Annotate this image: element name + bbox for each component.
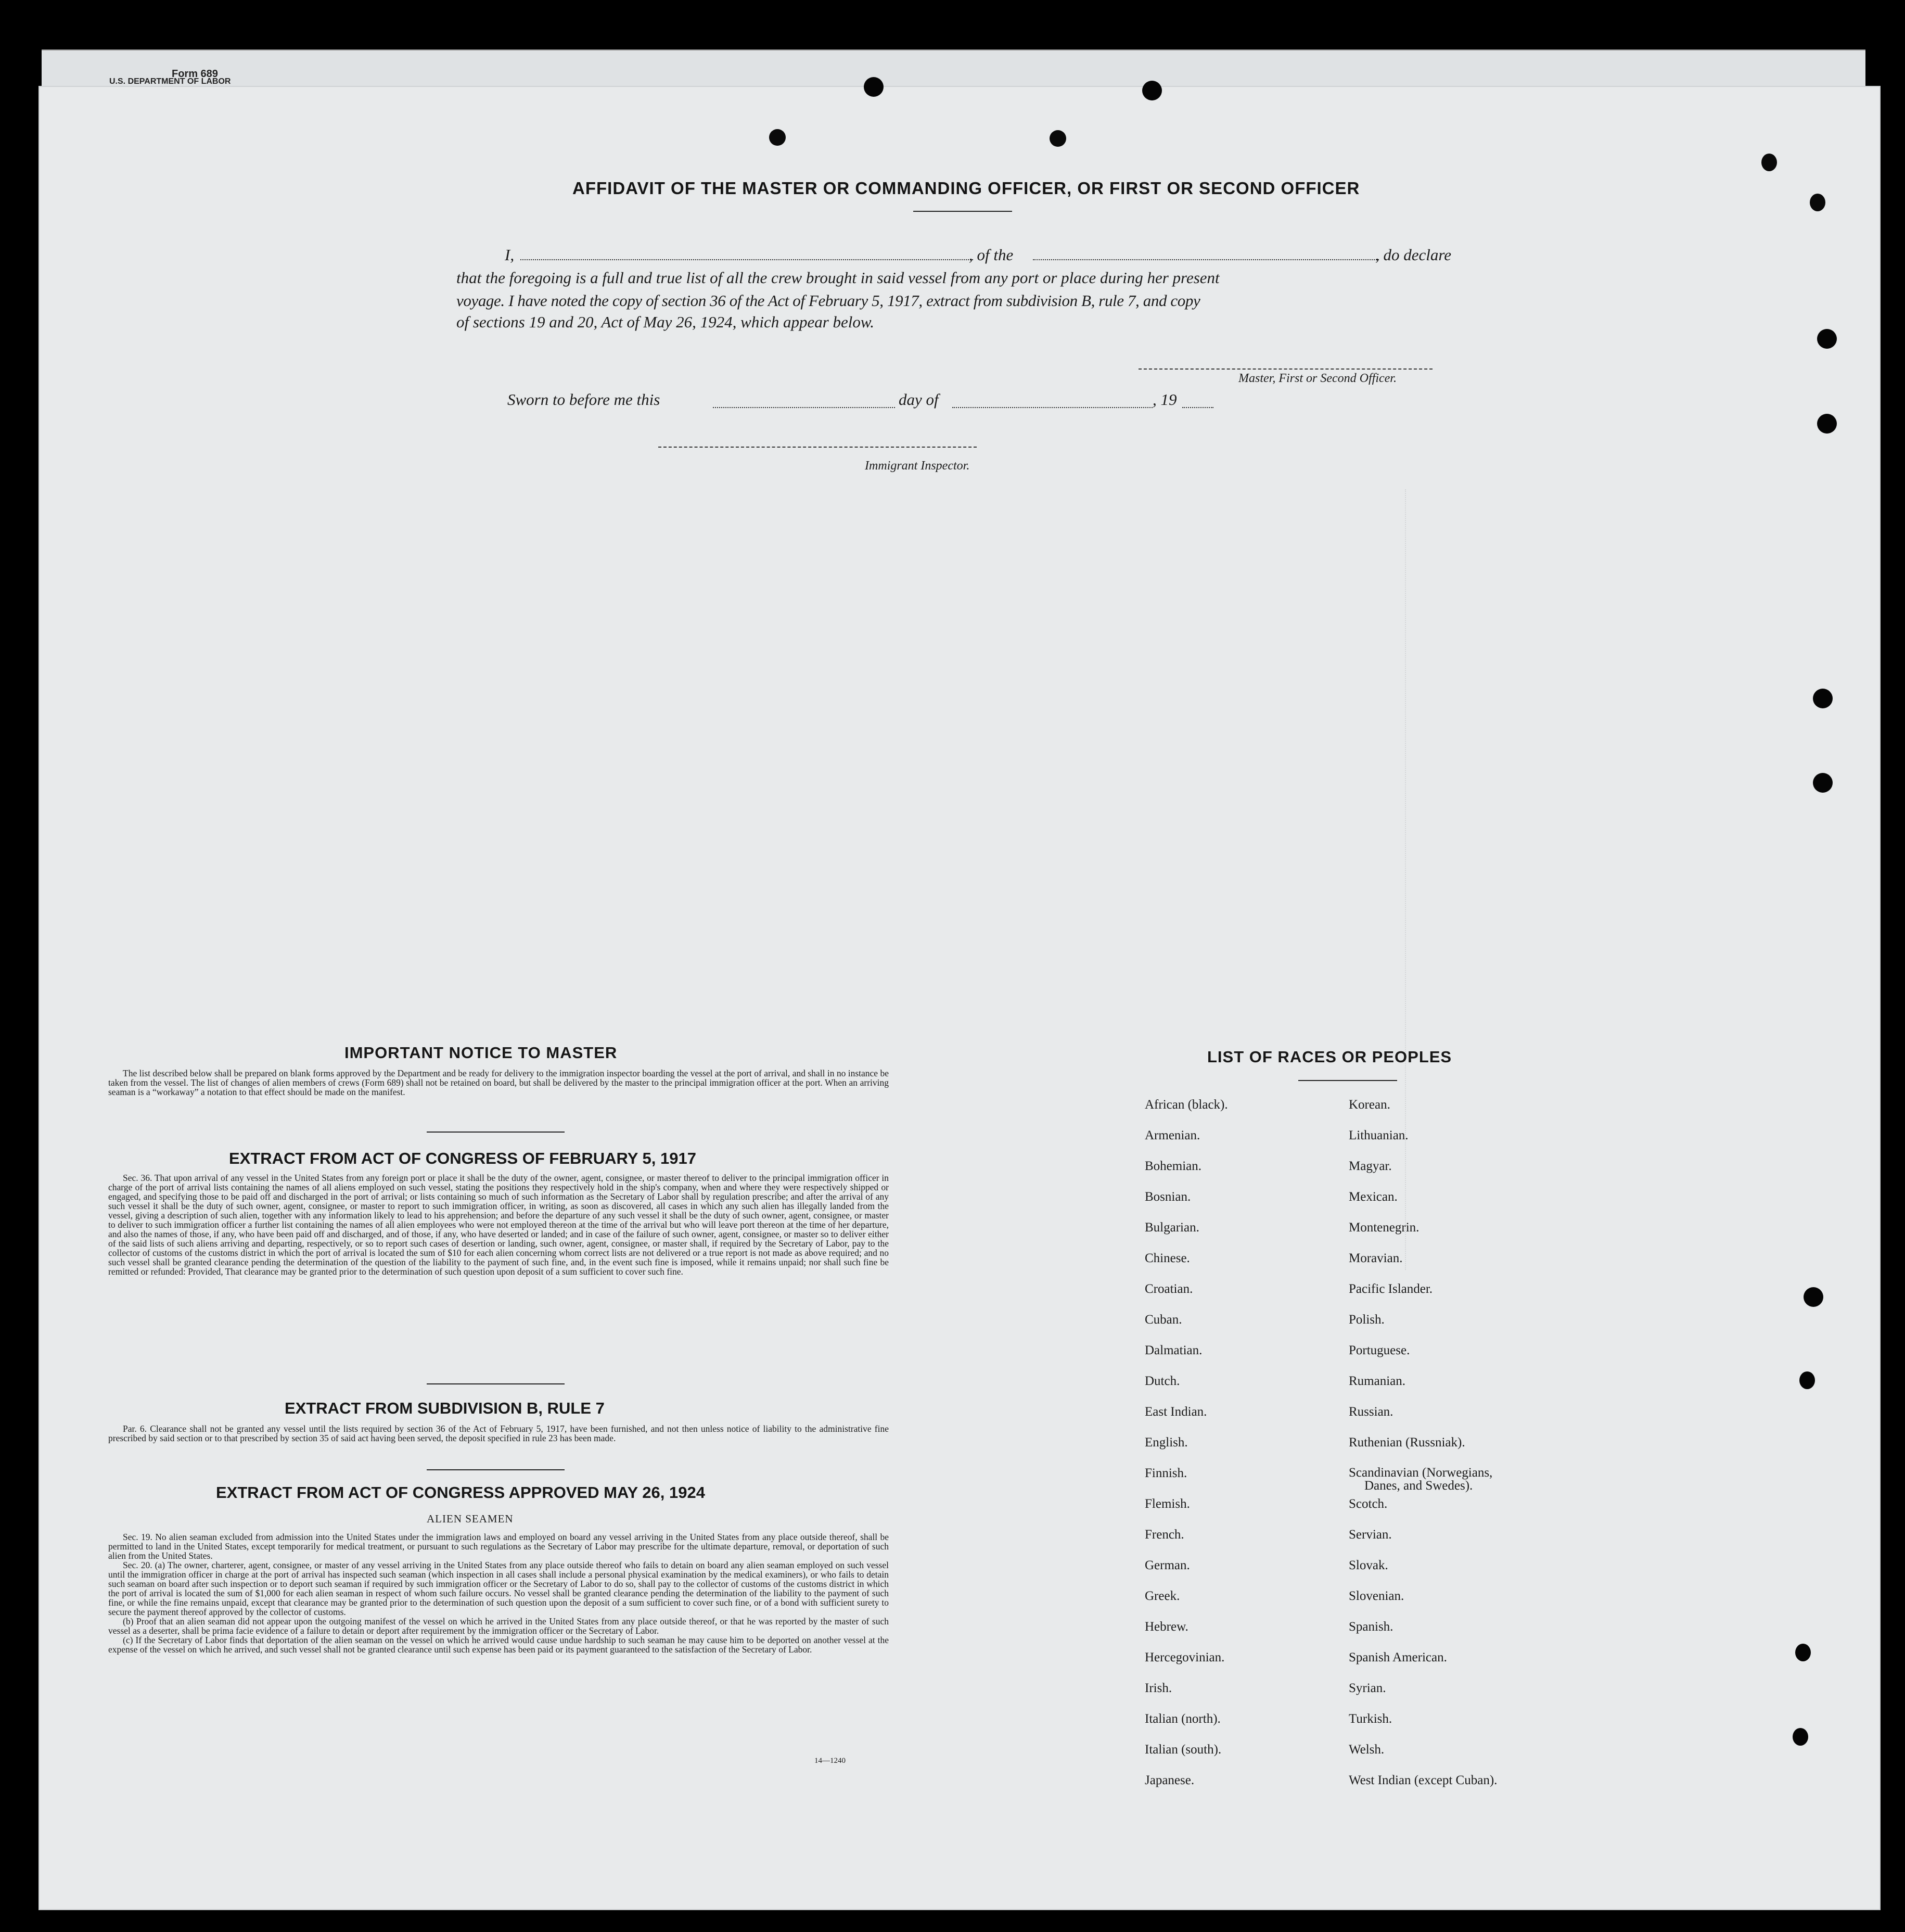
- binder-hole-icon: [1817, 329, 1837, 349]
- extract-1917-rule: [427, 1383, 565, 1384]
- race-item: Italian (south).: [1145, 1743, 1222, 1757]
- race-item: Russian.: [1349, 1405, 1393, 1419]
- race-item: Bohemian.: [1145, 1159, 1202, 1173]
- race-item: Italian (north).: [1145, 1712, 1221, 1726]
- sec-20c-paragraph: (c) If the Secretary of Labor finds that deportation of the alien seaman on the vessel on which he arrived would cause undue hardship to such seaman he may cause him to be deported on another vessel at the expense of the vessel on which he arrived, and such vessel shall not be granted clearance until such expense has been paid or its payment guaranteed to the satisfaction of the Secretary of Labor.: [108, 1635, 889, 1655]
- alien-seamen-subtitle: ALIEN SEAMEN: [427, 1512, 514, 1525]
- race-item: Magyar.: [1349, 1159, 1392, 1173]
- binder-hole-icon: [1813, 773, 1833, 793]
- binder-hole-icon: [1804, 1287, 1823, 1307]
- race-item: French.: [1145, 1528, 1184, 1542]
- master-signature-field[interactable]: [1139, 368, 1433, 370]
- race-item: Dutch.: [1145, 1374, 1180, 1388]
- sec-19-paragraph: Sec. 19. No alien seaman excluded from admission into the United States under the immigration laws and employed on board any vessel arriving in the United States from any place outside thereof, shall be permitted to land in the United States, except temporarily for medical treatment, or pursuant to such regulations as the Secretary of Labor may prescribe for the ultimate departure, removal, or deportation of such alien from the United States.: [108, 1532, 889, 1561]
- affidavit-line3: voyage. I have noted the copy of section 36 of the Act of February 5, 1917, extract from subdivision B, rule 7, and copy: [456, 291, 1200, 310]
- race-item: Spanish American.: [1349, 1650, 1447, 1664]
- binder-hole-icon: [1050, 130, 1066, 147]
- race-item: Chinese.: [1145, 1251, 1190, 1265]
- binder-hole-icon: [1793, 1728, 1808, 1746]
- race-item: Ruthenian (Russniak).: [1349, 1435, 1465, 1450]
- race-item: Scotch.: [1349, 1497, 1388, 1511]
- vessel-field[interactable]: [1033, 259, 1379, 260]
- form-number: Form 689: [172, 68, 218, 80]
- race-item: Slovenian.: [1349, 1589, 1404, 1603]
- notice-body: [108, 1069, 889, 1097]
- notice-paragraph: The list described below shall be prepared on blank forms approved by the Department and be ready for delivery to the immigration inspector boarding the vessel at the port of arrival, and shall in no instance be taken from the vessel. The list of changes of alien members of crews (Form 689) shall not be retained on board, but shall be delivered by the master to the principal immigration officer at the port. When an arriving seaman is a “workaway” a notation to that effect should be made on the manifest.: [108, 1068, 889, 1097]
- race-item: Cuban.: [1145, 1313, 1182, 1327]
- race-item: Armenian.: [1145, 1128, 1200, 1142]
- affidavit-line2: that the foregoing is a full and true list of all the crew brought in said vessel from any port or place during her present: [456, 269, 1220, 287]
- affidavit-line1-of-the: , of the: [969, 246, 1014, 264]
- races-title-rule: [1298, 1080, 1397, 1081]
- race-item: Moravian.: [1349, 1251, 1403, 1265]
- name-field[interactable]: [520, 259, 973, 260]
- print-code: 14—1240: [814, 1757, 846, 1765]
- races-title: LIST OF RACES OR PEOPLES: [1207, 1048, 1452, 1066]
- sec-20b-paragraph: (b) Proof that an alien seaman did not appear upon the outgoing manifest of the vessel on which he arrived in the United States from any place outside thereof, or that he was reported by the master of such vessel as a deserter, shall be prima facie evidence of a failure to detain or deport after requirement by the immigration officer or the Secretary of Labor.: [108, 1616, 889, 1636]
- race-item: Pacific Islander.: [1349, 1282, 1433, 1296]
- race-item: [1349, 1467, 1497, 1497]
- year-prefix-label: , 19: [1153, 390, 1177, 409]
- race-item: Slovak.: [1349, 1558, 1388, 1572]
- race-item: Bosnian.: [1145, 1190, 1191, 1204]
- inspector-signature-label: Immigrant Inspector.: [865, 459, 970, 473]
- race-item: Welsh.: [1349, 1743, 1385, 1757]
- race-item: East Indian.: [1145, 1405, 1207, 1419]
- race-item: Croatian.: [1145, 1282, 1193, 1296]
- race-item: Mexican.: [1349, 1190, 1398, 1204]
- binder-hole-icon: [1817, 414, 1837, 434]
- race-item: Turkish.: [1349, 1712, 1392, 1726]
- sworn-label: Sworn to before me this: [507, 390, 660, 409]
- extract-1917-title: EXTRACT FROM ACT OF CONGRESS OF FEBRUARY 5, 1917: [229, 1149, 696, 1167]
- race-item: Hebrew.: [1145, 1620, 1188, 1634]
- race-item: Servian.: [1349, 1528, 1392, 1542]
- races-column-2: [1349, 1098, 1497, 1804]
- race-item: Portuguese.: [1349, 1343, 1410, 1357]
- races-column-1: [1145, 1098, 1228, 1804]
- binder-hole-icon: [1799, 1371, 1815, 1389]
- race-item: Syrian.: [1349, 1681, 1386, 1695]
- race-item: Hercegovinian.: [1145, 1650, 1225, 1664]
- race-item: Bulgarian.: [1145, 1221, 1199, 1235]
- race-item: Rumanian.: [1349, 1374, 1406, 1388]
- extract-rule7-title: EXTRACT FROM SUBDIVISION B, RULE 7: [285, 1399, 605, 1417]
- extract-rule7-rule: [427, 1469, 565, 1470]
- department-label: U.S. DEPARTMENT OF LABOR: [109, 77, 231, 86]
- race-item: Spanish.: [1349, 1620, 1393, 1634]
- race-item-continuation: Danes, and Swedes).: [1364, 1479, 1473, 1493]
- extract-1917-body: [108, 1173, 889, 1276]
- affidavit-title-rule: [913, 211, 1012, 212]
- par-6-paragraph: Par. 6. Clearance shall not be granted any vessel until the lists required by section 36 of the Act of February 5, 1917, have been furnished, and not then unless notice of liability to the administrative fine prescribed by said section or to that prescribed by section 35 of said act having been served, the deposit specified in rule 23 has been made.: [108, 1423, 889, 1443]
- sworn-month-field[interactable]: [952, 407, 1153, 408]
- race-item: Korean.: [1349, 1098, 1390, 1112]
- race-item: West Indian (except Cuban).: [1349, 1773, 1498, 1787]
- extract-1924-title: EXTRACT FROM ACT OF CONGRESS APPROVED MAY 26, 1924: [216, 1483, 705, 1502]
- binder-hole-icon: [1795, 1644, 1811, 1661]
- race-item: Irish.: [1145, 1681, 1172, 1695]
- race-item: Polish.: [1349, 1313, 1385, 1327]
- extract-1924-body: [108, 1532, 889, 1654]
- race-item: Montenegrin.: [1349, 1221, 1420, 1235]
- affidavit-line1-i: I,: [505, 246, 515, 264]
- binder-hole-icon: [864, 77, 884, 97]
- sec-36-paragraph: Sec. 36. That upon arrival of any vessel in the United States from any foreign port or place it shall be the duty of the owner, agent, consignee, or master thereof to deliver to the principal immigration officer in charge of the port of arrival lists containing the names of all aliens employed on such vessel, stating the positions they respectively hold in the ship's company, when and where they were respectively shipped or engaged, and specifying those to be paid off and discharged in the port of arrival; or lists containing so much of such information as the Secretary of Labor shall by regulation prescribe; and after the arrival of any such vessel it shall be the duty of such owner, agent, consignee, or master to report to such immigration officer, in writing, as soon as discovered, all cases in which any such alien has illegally landed from the vessel, giving a description of such alien, together with any information likely to lead to his apprehension; and before the departure of any such vessel it shall be the duty of such owner, agent, consignee, or master to deliver to such immigration officer a further list containing the names of all alien employees who were not employed thereon at the time of the arrival but who will leave port thereon at the time of her departure, and also the names of those, if any, who have been paid off and discharged, and of those, if any, who have deserted or landed; and in case of the failure of such owner, agent, consignee, or master so to deliver either of the said lists of such aliens arriving and departing, respectively, or so to report such cases of desertion or landing, such owner, agent, consignee, or master shall, if required by the Secretary of Labor, pay to the collector of customs of the customs district in which the port of arrival is located the sum of $10 for each alien concerning whom correct lists are not delivered or a true report is not made as above required; and no such vessel shall be granted clearance pending the determination of the question of the liability to the payment of such fine, and, in the event such fine is imposed, while it remains unpaid; nor shall such fine be remitted or refunded: Provided, That clearance may be granted prior to the determination of such question upon deposit of a sum sufficient to cover such fine.: [108, 1173, 889, 1277]
- race-item: African (black).: [1145, 1098, 1228, 1112]
- notice-title: IMPORTANT NOTICE TO MASTER: [344, 1044, 618, 1062]
- race-item: Lithuanian.: [1349, 1128, 1409, 1142]
- race-item: Flemish.: [1145, 1497, 1190, 1511]
- notice-rule: [427, 1132, 565, 1133]
- binder-hole-icon: [769, 129, 786, 146]
- race-item: Greek.: [1145, 1589, 1180, 1603]
- race-item: Finnish.: [1145, 1466, 1187, 1480]
- race-item: English.: [1145, 1435, 1188, 1450]
- binder-hole-icon: [1813, 689, 1833, 708]
- binder-hole-icon: [1810, 194, 1825, 211]
- sworn-day-field[interactable]: [713, 407, 895, 408]
- extract-rule7-body: [108, 1424, 889, 1443]
- affidavit-line1-declare: , do declare: [1375, 246, 1452, 264]
- race-item-label: Scandinavian (Norwegians,: [1349, 1466, 1493, 1480]
- sec-20a-paragraph: Sec. 20. (a) The owner, charterer, agent, consignee, or master of any vessel arriving in the United States from any place outside thereof who fails to detain on board any alien seaman employed on such vessel until the immigration officer in charge at the port of arrival has inspected such seaman (which inspection in all cases shall include a personal physical examination by the medical examiners), or who fails to detain such seaman on board after such inspection or to deport such seaman if required by such immigration officer or the Secretary of Labor to do so, shall pay to the collector of customs of the customs district in which the port of arrival is located the sum of $1,000 for each alien seaman in respect of whom such failure occurs. No vessel shall be granted clearance pending the determination of the liability to the payment of such fine, or while the fine remains unpaid, except that clearance may be granted prior to the determination of such question upon the deposit of a sum sufficient to cover such fine, or of a bond with sufficient surety to secure the payment thereof approved by the collector of customs.: [108, 1560, 889, 1617]
- day-of-label: day of: [899, 390, 939, 409]
- binder-hole-icon: [1761, 154, 1777, 171]
- race-item: German.: [1145, 1558, 1190, 1572]
- sworn-year-field[interactable]: [1182, 407, 1213, 408]
- affidavit-line4: of sections 19 and 20, Act of May 26, 1924, which appear below.: [456, 313, 875, 331]
- master-signature-label: Master, First or Second Officer.: [1238, 372, 1397, 385]
- inspector-signature-field[interactable]: [658, 447, 977, 448]
- race-item: Japanese.: [1145, 1773, 1195, 1787]
- affidavit-title: AFFIDAVIT OF THE MASTER OR COMMANDING OFFICER, OR FIRST OR SECOND OFFICER: [572, 179, 1360, 198]
- binder-hole-icon: [1142, 81, 1162, 100]
- race-item: Dalmatian.: [1145, 1343, 1203, 1357]
